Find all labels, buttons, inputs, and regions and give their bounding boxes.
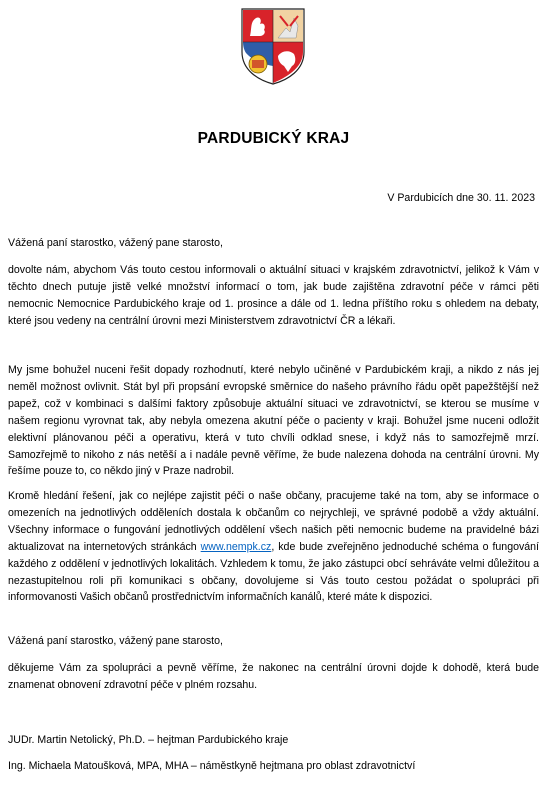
document-title: PARDUBICKÝ KRAJ xyxy=(197,130,350,147)
paragraph-3 xyxy=(8,488,539,606)
date-line: V Pardubicích dne 30. 11. 2023 xyxy=(387,192,535,204)
pardubice-region-coat-of-arms-icon xyxy=(238,6,308,86)
salutation-2: Vážená paní starostko, vážený pane starosto, xyxy=(8,635,223,647)
paragraph-3-text-a: Kromě hledání řešení, jak co nejlépe zajistit péči o naše občany, pracujeme také na tom, aby se informace o omezeních na jednotlivých odděleních dostala k občanům co nejrychleji, ve správné podobě a vždy aktuální. Všechny informace o fungování jednotlivých oddělení všech našich pěti nemocnic budeme na pravidelné bázi aktualizovat na internetových stránkách xyxy=(8,490,539,553)
nempk-link[interactable]: www.nempk.cz xyxy=(200,540,272,553)
paragraph-3-text-b: , kde bude zveřejněno jednoduché schéma o fungování každého z oddělení v jednotlivých lokalitách. Vzhledem k tomu, že jako zástupci obcí sehráváte velmi důležitou a nezastupitelnou roli při komunikaci s občany, dovolujeme si Vás touto cestou požádat o spolupráci při informovanosti Vašich občanů prostřednictvím informačních kanálů, které máte k dispozici. xyxy=(8,540,540,604)
salutation: Vážená paní starostko, vážený pane starosto, xyxy=(8,237,223,249)
paragraph-4: děkujeme Vám za spolupráci a pevně věříme, že nakonec na centrální úrovni dojde k dohodě, která bude znamenat obnovení zdravotní péče v plném rozsahu. xyxy=(8,662,539,691)
signature-deputy: Ing. Michaela Matoušková, MPA, MHA – náměstkyně hejtmana pro oblast zdravotnictví xyxy=(8,760,416,772)
paragraph-2: My jsme bohužel nuceni řešit dopady rozhodnutí, které nebylo učiněné v Pardubickém kraji, a nikdo z nás jej neměl možnost ovlivnit. Stát byl při propsání evropské směrnice do našeho právního řádu opět papežštější než papež, což v kombinaci s dalšími faktory způsobuje aktuální situaci ve zdravotnictví, se kterou se musíme v našem regionu vyrovnat tak, aby nebyla omezena akutní péče o pacienty v kraji. Bohužel jsme nuceni odložit elektivní plánovanou péči a operativu, která v tuto chvíli odklad snese, i když nás to samozřejmě mrzí. Samozřejmě to nikoho z nás netěší a i nadále pevně věříme, že bude nalezena dohoda na centrální úrovni. My řešíme pouze to, co někdo jiný v Praze nadrobil. xyxy=(8,364,539,478)
signature-governor: JUDr. Martin Netolický, Ph.D. – hejtman Pardubického kraje xyxy=(8,734,289,746)
paragraph-1: dovolte nám, abychom Vás touto cestou informovali o aktuální situaci v krajském zdravotnictví, jelikož k Vám v těchto dnech putuje jistě velké množství informací o tom, jak bude zajištěna zdravotní péče v rámci pěti nemocnic Nemocnice Pardubického kraje od 1. prosince a dále od 1. ledna příštího roku s ohledem na debaty, které jsou vedeny na centrální úrovni mezi Ministerstvem zdravotnictví ČR a lékaři. xyxy=(8,264,539,327)
